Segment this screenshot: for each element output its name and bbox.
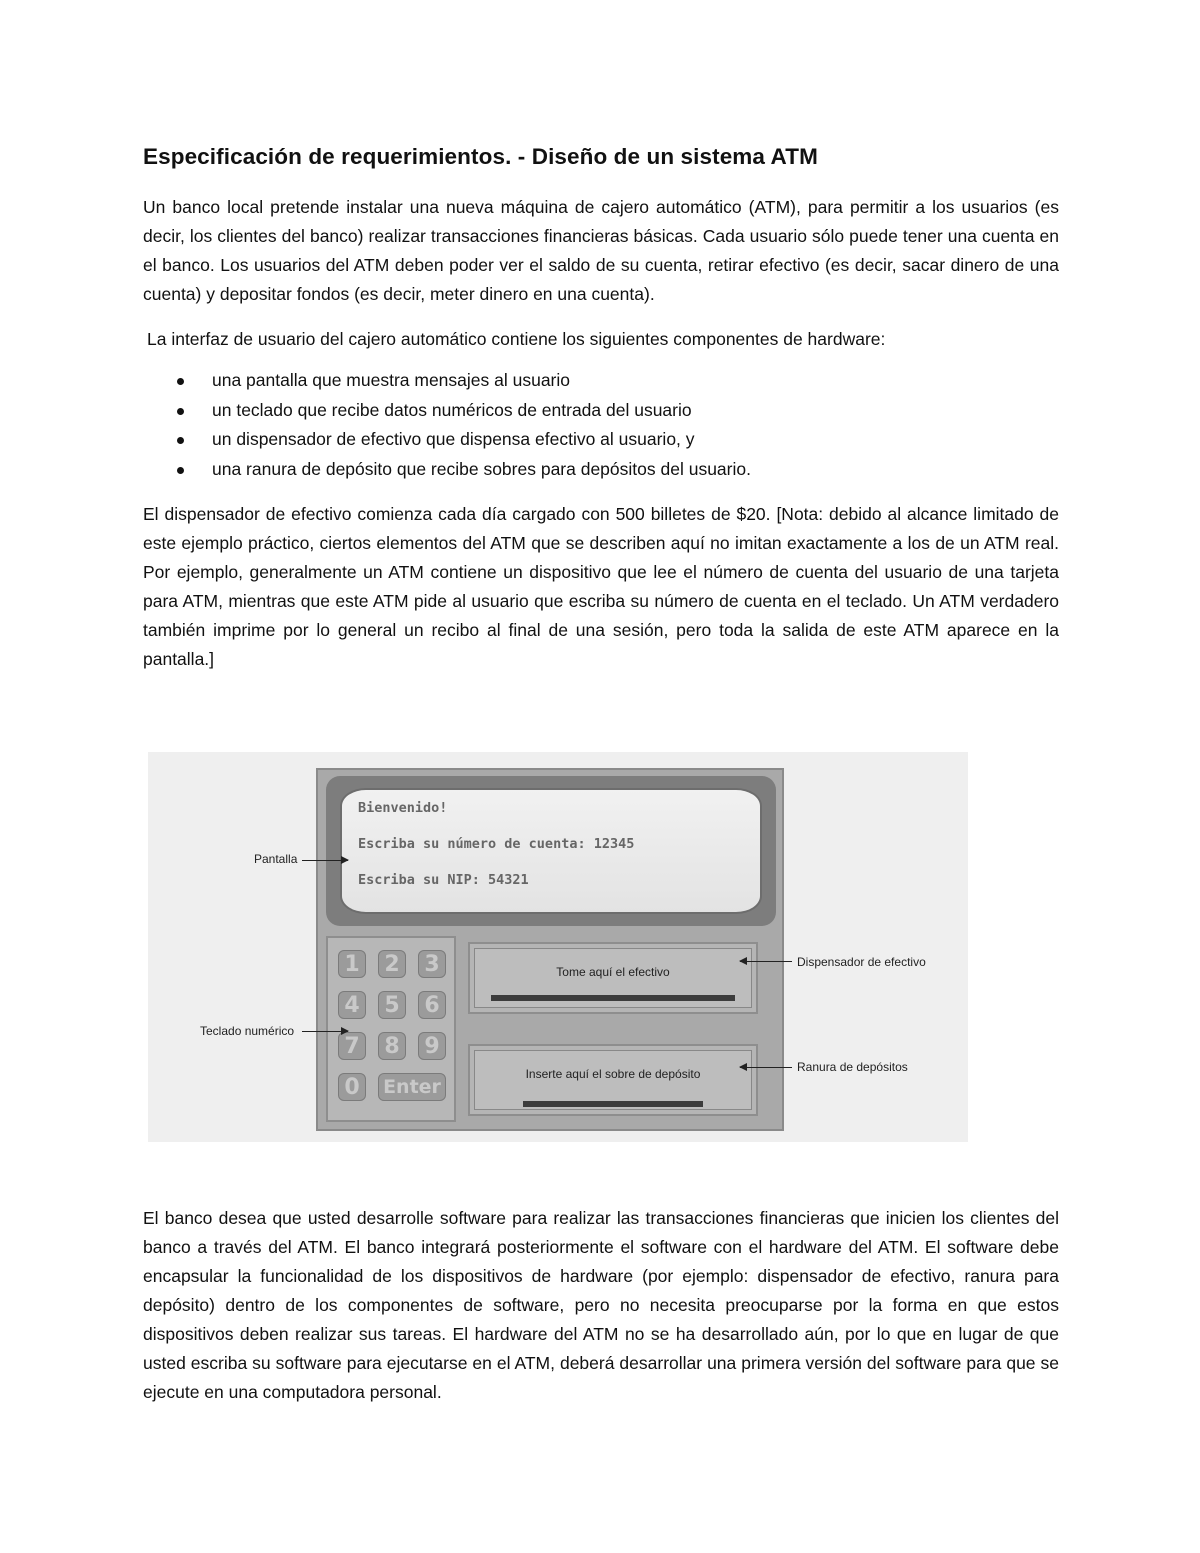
- atm-figure: [148, 752, 968, 1142]
- key-5: 5: [378, 991, 406, 1019]
- list-item: un teclado que recibe datos numéricos de entrada del usuario: [143, 396, 751, 426]
- atm-machine: [316, 768, 784, 1131]
- key-9: 9: [418, 1032, 446, 1060]
- hardware-intro-paragraph: La interfaz de usuario del cajero automático contiene los siguientes componentes de hardware:: [147, 329, 886, 349]
- key-7: 7: [338, 1032, 366, 1060]
- list-item: una ranura de depósito que recibe sobres para depósitos del usuario.: [143, 455, 751, 485]
- key-8: 8: [378, 1032, 406, 1060]
- bullet-icon: [177, 408, 184, 415]
- deposit-slot-text: Inserte aquí el sobre de depósito: [525, 1067, 701, 1081]
- label-keypad: Teclado numérico: [200, 1024, 295, 1038]
- key-enter: Enter: [378, 1073, 446, 1101]
- key-1: 1: [338, 950, 366, 978]
- label-cash-dispenser: Dispensador de efectivo: [797, 955, 926, 969]
- deposit-slot: [468, 1044, 758, 1116]
- hardware-components-list: [143, 366, 751, 484]
- key-6: 6: [418, 991, 446, 1019]
- arrow-cash-dispenser: [740, 961, 792, 962]
- cash-dispenser-slot: [468, 942, 758, 1014]
- arrow-deposit-slot: [740, 1067, 792, 1068]
- deposit-slot-opening: [523, 1101, 703, 1107]
- bullet-icon: [177, 437, 184, 444]
- cash-slot-text: Tome aquí el efectivo: [556, 965, 670, 979]
- arrow-keypad: [302, 1031, 348, 1032]
- arrow-screen: [302, 860, 348, 861]
- screen-account-text: Escriba su número de cuenta: 12345: [358, 836, 635, 852]
- document-title: Especificación de requerimientos. - Diseño de un sistema ATM: [143, 144, 818, 169]
- label-deposit-slot: Ranura de depósitos: [797, 1060, 908, 1074]
- note-paragraph: El dispensador de efectivo comienza cada día cargado con 500 billetes de $20. [Nota: debido al alcance limitado de este ejemplo práctico, ciertos elementos del ATM que se describen aquí no imitan exactamente a los de un ATM real. Por ejemplo, generalmente un ATM contiene un dispositivo que lee el número de cuenta del usuario de una tarjeta para ATM, mientras que este ATM pide al usuario que escriba su número de cuenta en el teclado. Un ATM verdadero también imprime por lo general un recibo al final de una sesión, pero toda la salida de este ATM aparece en la pantalla.]: [143, 504, 1059, 669]
- atm-screen: [340, 788, 762, 914]
- atm-screen-frame: [326, 776, 776, 926]
- cash-slot-opening: [491, 995, 735, 1001]
- intro-paragraph: Un banco local pretende instalar una nueva máquina de cajero automático (ATM), para permitir a los usuarios (es decir, los clientes del banco) realizar transacciones financieras básicas. Cada usuario sólo puede tener una cuenta en el banco. Los usuarios del ATM deben poder ver el saldo de su cuenta, retirar efectivo (es decir, sacar dinero de una cuenta) y depositar fondos (es decir, meter dinero en una cuenta).: [143, 197, 1059, 304]
- bullet-icon: [177, 378, 184, 385]
- screen-welcome-text: Bienvenido!: [358, 800, 448, 816]
- bullet-icon: [177, 467, 184, 474]
- key-3: 3: [418, 950, 446, 978]
- key-4: 4: [338, 991, 366, 1019]
- screen-pin-text: Escriba su NIP: 54321: [358, 872, 529, 888]
- list-item: un dispensador de efectivo que dispensa efectivo al usuario, y: [143, 425, 751, 455]
- label-screen: Pantalla: [254, 852, 298, 866]
- list-item: una pantalla que muestra mensajes al usuario: [143, 366, 751, 396]
- key-2: 2: [378, 950, 406, 978]
- key-0: 0: [338, 1073, 366, 1101]
- software-paragraph: El banco desea que usted desarrolle software para realizar las transacciones financieras que inicien los clientes del banco a través del ATM. El banco integrará posteriormente el software con el hardware del ATM. El software debe encapsular la funcionalidad de los dispositivos de hardware (por ejemplo: dispensador de efectivo, ranura para depósito) dentro de los componentes de software, pero no necesita preocuparse por la forma en que estos dispositivos deben realizar sus tareas. El hardware del ATM no se ha desarrollado aún, por lo que en lugar de que usted escriba su software para ejecutarse en el ATM, deberá desarrollar una primera versión del software para que se ejecute en una computadora personal.: [143, 1208, 1059, 1402]
